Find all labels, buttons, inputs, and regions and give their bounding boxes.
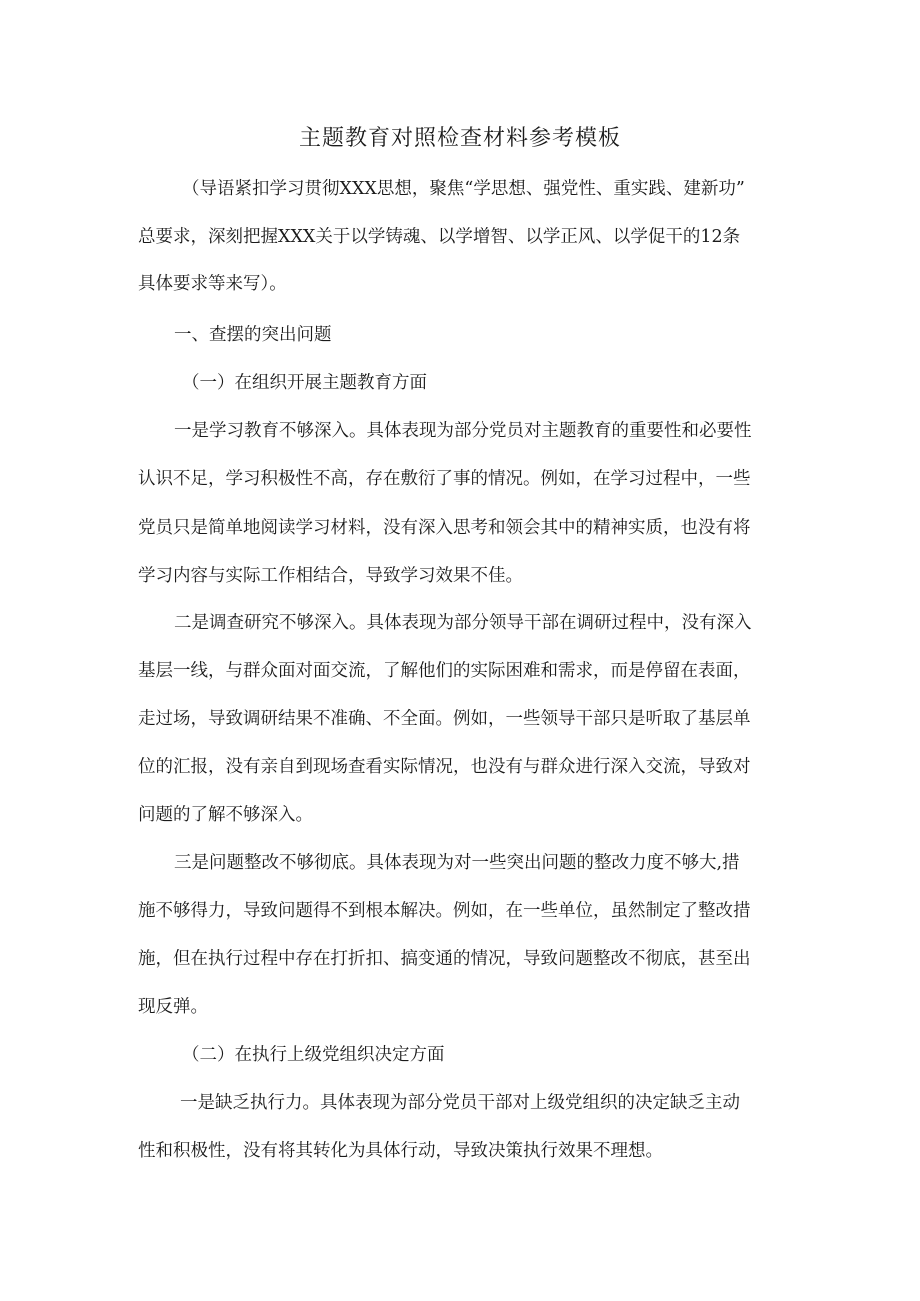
paragraph-line: 二是调查研究不够深入。具体表现为部分领导干部在调研过程中，没有深入: [174, 613, 752, 633]
paragraph-line: 现反弹。: [138, 997, 208, 1017]
paragraph-line: 施，但在执行过程中存在打折扣、搞变通的情况，导致问题整改不彻底，甚至出: [138, 949, 751, 969]
paragraph-line: 性和积极性，没有将其转化为具体行动，导致决策执行效果不理想。: [138, 1141, 663, 1161]
paragraph-line: 问题的了解不够深入。: [138, 805, 313, 825]
paragraph-line: 位的汇报，没有亲自到现场查看实际情况，也没有与群众进行深入交流，导致对: [138, 757, 751, 777]
intro-line: （导语紧扣学习贯彻XXX思想，聚焦“学思想、强党性、重实践、建新功”: [182, 179, 745, 199]
document-title: 主题教育对照检查材料参考模板: [298, 126, 621, 151]
subsection-heading-2: （二）在执行上级党组织决定方面: [182, 1045, 445, 1065]
intro-line: 总要求，深刻把握XXX关于以学铸魂、以学增智、以学正风、以学促干的12条: [138, 227, 741, 247]
paragraph-line: 学习内容与实际工作相结合，导致学习效果不佳。: [138, 566, 523, 586]
paragraph-line: 施不够得力，导致问题得不到根本解决。例如，在一些单位，虽然制定了整改措: [138, 901, 751, 921]
section-heading-1: 一、查摆的突出问题: [174, 325, 332, 345]
paragraph-line: 一是学习教育不够深入。具体表现为部分党员对主题教育的重要性和必要性: [174, 421, 752, 441]
paragraph-line: 党员只是简单地阅读学习材料，没有深入思考和领会其中的精神实质，也没有将: [138, 518, 751, 538]
subsection-heading-1: （一）在组织开展主题教育方面: [182, 373, 427, 393]
paragraph-line: 三是问题整改不够彻底。具体表现为对一些突出问题的整改力度不够大,措: [174, 853, 740, 873]
paragraph-line: 走过场，导致调研结果不准确、不全面。例如，一些领导干部只是听取了基层单: [138, 709, 751, 729]
paragraph-line: 认识不足，学习积极性不高，存在敷衍了事的情况。例如，在学习过程中，一些: [138, 469, 751, 489]
paragraph-line: 基层一线，与群众面对面交流，了解他们的实际困难和需求，而是停留在表面，: [138, 661, 751, 681]
intro-line: 具体要求等来写）。: [138, 274, 287, 294]
paragraph-line: 一是缺乏执行力。具体表现为部分党员干部对上级党组织的决定缺乏主动: [180, 1093, 740, 1113]
